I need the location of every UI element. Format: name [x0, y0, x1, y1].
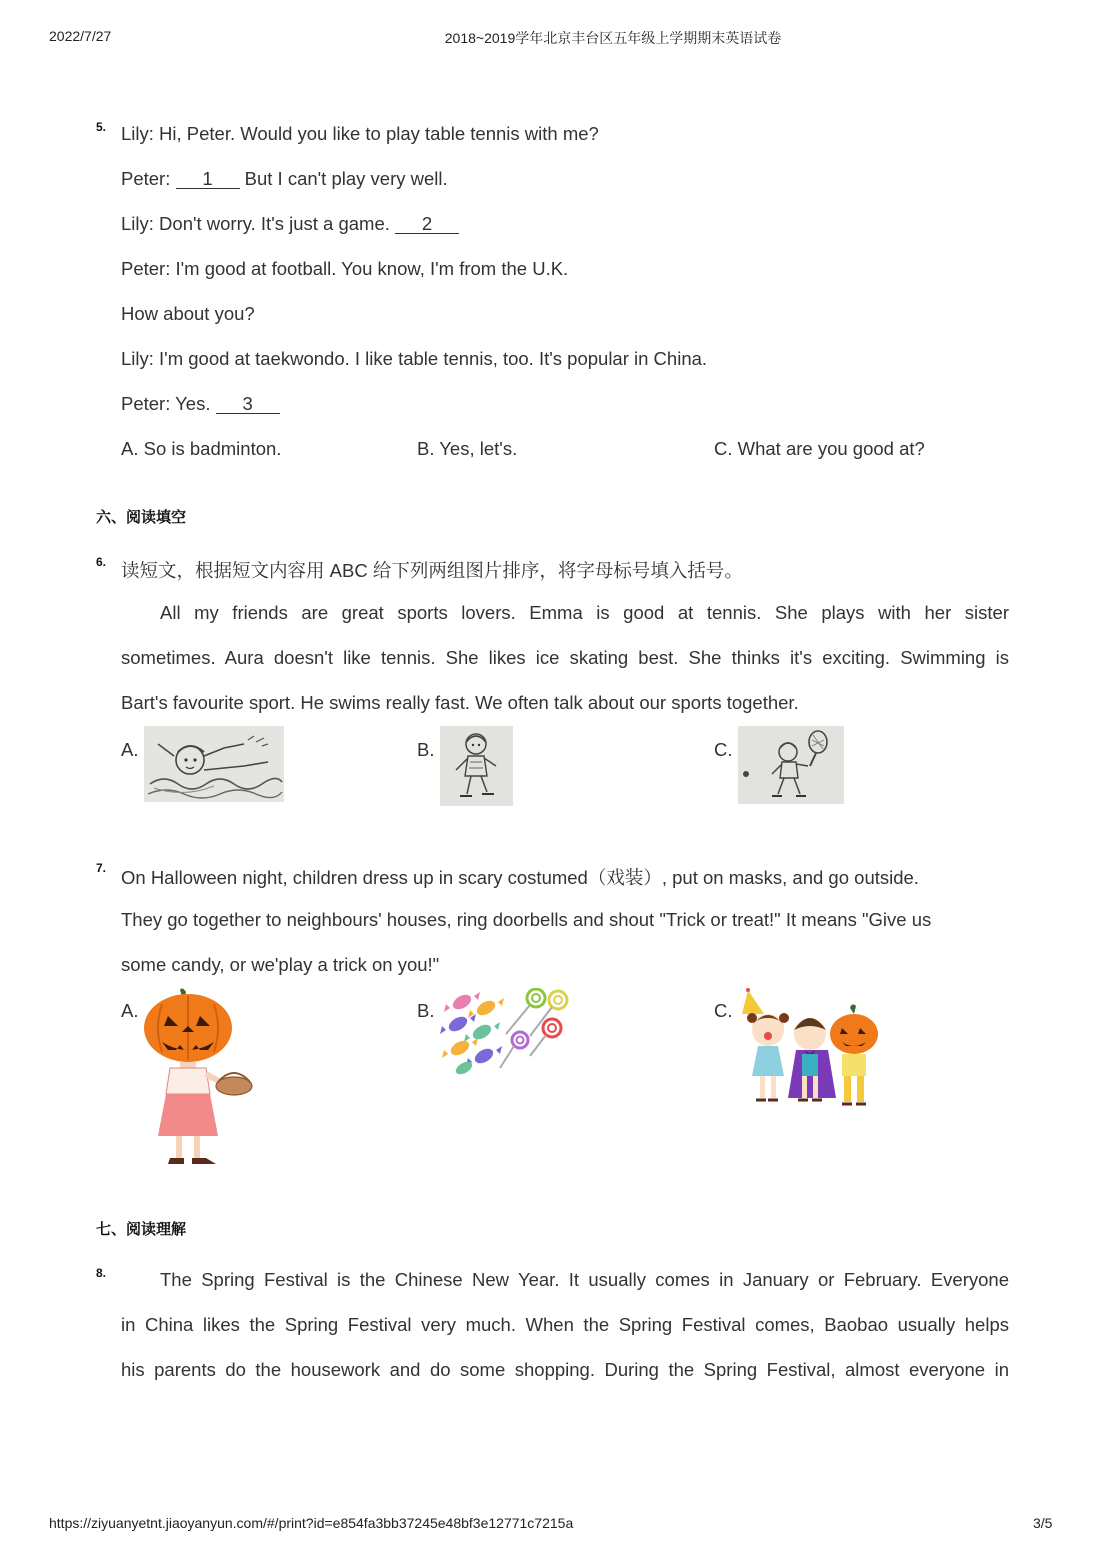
passage-line-3: his parents do the housework and do some shopping. During the Spring Festival, almost everyone in: [121, 1359, 1009, 1380]
picture-label-b: B.: [417, 1000, 435, 1021]
picture-label-a: A.: [121, 1000, 139, 1021]
option-c: C. What are you good at?: [714, 438, 925, 459]
dialogue-text: Peter: Yes.: [121, 393, 216, 414]
dialogue-line-7: [121, 393, 280, 415]
print-date: 2022/7/27: [49, 28, 112, 44]
document-title: 2018~2019学年北京丰台区五年级上学期期末英语试卷: [444, 30, 782, 46]
section-heading-reading-comprehension: 七、阅读理解: [96, 1221, 187, 1238]
answer-blank-3: 3: [216, 395, 280, 414]
pumpkin-girl-picture: [142, 986, 254, 1173]
picture-label-b: B.: [417, 739, 435, 760]
option-a: A. So is badminton.: [121, 438, 282, 459]
dialogue-line-2: [121, 168, 448, 190]
page-number: 3/5: [1033, 1515, 1053, 1531]
swimming-picture: [144, 726, 284, 807]
passage-line-1: The Spring Festival is the Chinese New Year. It usually comes in January or February. Everyone: [160, 1269, 1009, 1290]
dialogue-line-5: How about you?: [121, 303, 255, 324]
candy-picture: [440, 988, 570, 1083]
halloween-kids-picture: [738, 988, 882, 1117]
answer-blank-2: 2: [395, 215, 459, 234]
picture-label-a: A.: [121, 739, 139, 760]
dialogue-line-3: [121, 213, 459, 235]
passage-line-2: in China likes the Spring Festival very much. When the Spring Festival comes, Baobao usually helps: [121, 1314, 1009, 1335]
dialogue-line-4: Peter: I'm good at football. You know, I'm from the U.K.: [121, 258, 569, 279]
page-url: https://ziyuanyetnt.jiaoyanyun.com/#/print?id=e854fa3bb37245e48bf3e12771c7215a: [49, 1515, 574, 1531]
dialogue-line-6: Lily: I'm good at taekwondo. I like table tennis, too. It's popular in China.: [121, 348, 708, 369]
section-heading-reading-fill: 六、阅读填空: [96, 509, 187, 526]
passage-line-2: sometimes. Aura doesn't like tennis. She likes ice skating best. She thinks it's exciting. Swimming is: [121, 647, 1009, 668]
picture-label-c: C.: [714, 739, 733, 760]
question-number-7: 7.: [96, 861, 107, 875]
dialogue-speaker: Peter:: [121, 168, 176, 189]
passage-line-1: On Halloween night, children dress up in scary costumed（戏装）, put on masks, and go outside.: [121, 867, 919, 888]
ice-skating-picture: [440, 726, 513, 811]
picture-label-c: C.: [714, 1000, 733, 1021]
question-number-5: 5.: [96, 120, 107, 134]
passage-line-2: They go together to neighbours' houses, ring doorbells and shout "Trick or treat!" It means "Give us: [121, 909, 932, 930]
dialogue-text: But I can't play very well.: [239, 168, 448, 189]
question-number-8: 8.: [96, 1266, 107, 1280]
tennis-picture: [738, 726, 844, 809]
question-instruction: 读短文，根据短文内容用 ABC 给下列两组图片排序，将字母标号填入括号。: [121, 560, 743, 581]
passage-line-3: Bart's favourite sport. He swims really fast. We often talk about our sports together.: [121, 692, 799, 713]
option-b: B. Yes, let's.: [417, 438, 518, 459]
passage-line-3: some candy, or we'play a trick on you!": [121, 954, 440, 975]
question-number-6: 6.: [96, 555, 107, 569]
answer-blank-1: 1: [176, 170, 240, 189]
dialogue-text: Lily: Don't worry. It's just a game.: [121, 213, 396, 234]
passage-line-1: All my friends are great sports lovers. Emma is good at tennis. She plays with her sister: [160, 602, 1009, 623]
dialogue-line-1: Lily: Hi, Peter. Would you like to play table tennis with me?: [121, 123, 599, 144]
